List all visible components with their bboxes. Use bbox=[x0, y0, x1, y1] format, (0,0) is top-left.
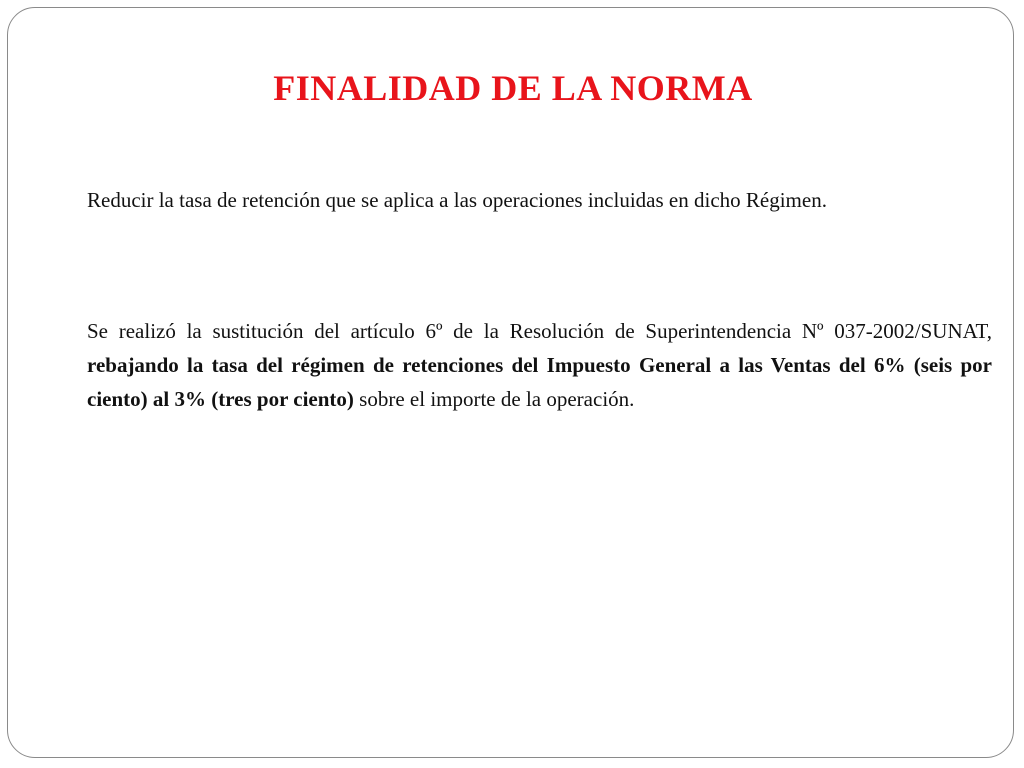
paragraph-substitution bbox=[87, 314, 992, 416]
paragraph-substitution-intro: Se realizó la sustitución del artículo 6º de la Resolución de Superintendencia Nº 037-2002/SUNAT, bbox=[87, 319, 992, 343]
slide-title: FINALIDAD DE LA NORMA bbox=[273, 68, 753, 108]
slide-frame bbox=[7, 7, 1014, 758]
paragraph-substitution-end: sobre el importe de la operación. bbox=[353, 387, 635, 411]
paragraph-substitution-highlight: rebajando la tasa del régimen de retenciones del Impuesto General a las Ventas del 6% (seis por ciento) al 3% (tres por ciento) bbox=[87, 353, 992, 411]
paragraph-purpose: Reducir la tasa de retención que se aplica a las operaciones incluidas en dicho Régimen. bbox=[87, 188, 827, 212]
